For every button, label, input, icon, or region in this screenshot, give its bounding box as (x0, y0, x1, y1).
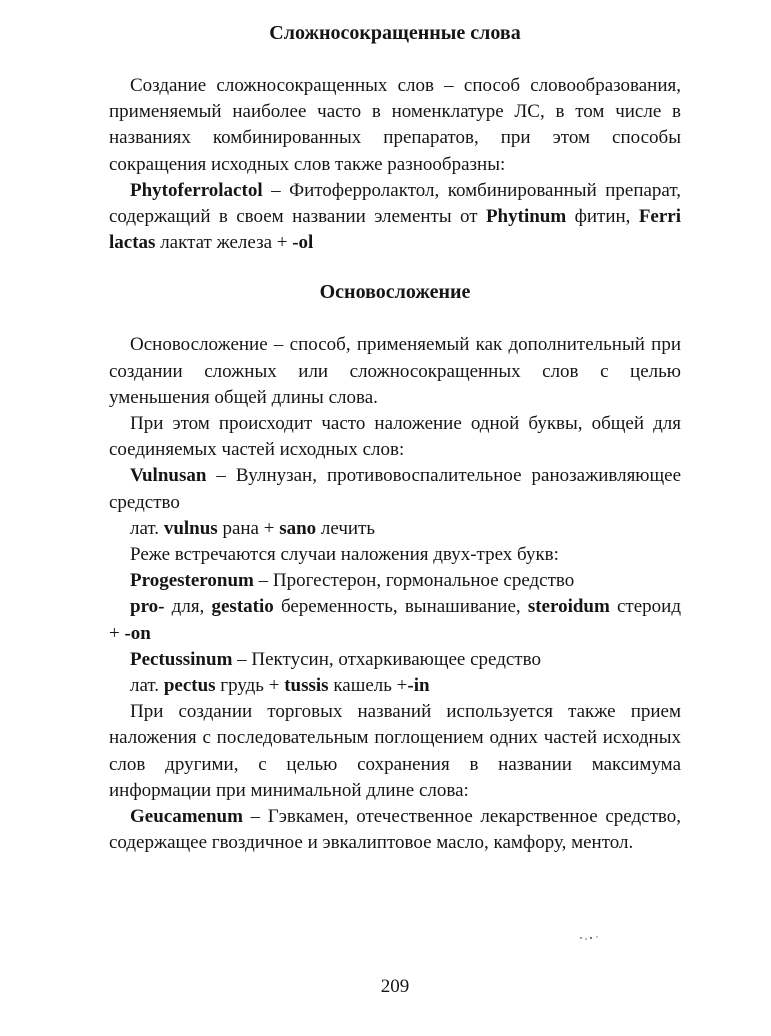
term-geucamenum: Geucamenum (130, 806, 243, 828)
text-span: кашель + (328, 675, 408, 697)
text-span: – Пектусин, отхаркивающее средство (232, 648, 541, 670)
paragraph-vulnusan-etymology (109, 516, 681, 542)
text-span: – Вулнузан, противовоспалительное ранозаживляющее средство (109, 465, 681, 513)
term-pro: pro- (130, 596, 165, 618)
text-span: лат. (130, 517, 164, 539)
paragraph-vulnusan-example (109, 463, 681, 515)
text-span: – Гэвкамен, отечественное лекарственное средство, содержащее гвоздичное и эвкалиптовое масло, камфору, ментол. (109, 806, 681, 854)
paragraph-letter-overlap: При этом происходит часто наложение одной буквы, общей для соединяемых частей исходных слов: (109, 413, 681, 461)
text-span: лактат железа + (155, 232, 293, 254)
paragraph-phytoferrolactol-example (109, 178, 681, 257)
section-heading-compound-abbreviations: Сложносокращенные слова (269, 22, 521, 44)
text-span: для, (164, 596, 212, 618)
term-vulnus: vulnus (163, 517, 218, 539)
text-span: лечить (316, 517, 376, 539)
page-number: 209 (380, 976, 410, 997)
suffix-on: -on (124, 622, 151, 644)
term-ferri-lactas: Ferri lactas (109, 206, 681, 254)
text-span: рана + (217, 517, 280, 539)
term-phytoferrolactol: Phytoferrolactol (130, 179, 263, 201)
term-phytinum: Phytinum (485, 206, 567, 228)
text-span: – Фитоферролактол, комбинированный препарат, содержащий в своем названии элементы от (109, 179, 681, 228)
term-pectussinum: Pectussinum (130, 648, 233, 670)
text-span: беременность, вынашивание, (273, 596, 528, 618)
text-span: – Прогестерон, гормональное средство (253, 570, 575, 592)
term-steroidum: steroidum (527, 596, 610, 618)
term-vulnusan: Vulnusan (130, 465, 207, 487)
paragraph-pectussinum-example (109, 647, 681, 673)
term-tussis: tussis (284, 675, 329, 697)
section-heading-stem-compounding: Основосложение (319, 281, 471, 304)
text-span: лат. (130, 675, 164, 697)
paragraph-progesteronum-example (109, 568, 681, 594)
scan-speck-mark (579, 935, 601, 941)
paragraph-stem-compounding-definition: Основосложение – способ, применяемый как дополнительный при создании сложных или сложносокращенных слов с целью уменьшения общей длины слова. (109, 334, 681, 408)
book-page (109, 20, 681, 1020)
paragraph-trade-name-overlap: При создании торговых названий используется также прием наложения с последовательным поглощением одних частей исходных слов другими, с целью сохранения в названии максимума информации при минимальной длине слова: (109, 701, 681, 801)
term-progesteronum: Progesteronum (130, 570, 254, 592)
text-span: фитин, (566, 206, 639, 228)
paragraph-compound-abbreviation-definition: Создание сложносокращенных слов – способ словообразования, применяемый наиболее часто в номенклатуре ЛС, в том числе в названиях комбинированных препаратов, при этом способы сокращения исходных слов также разнообразны: (109, 75, 681, 175)
suffix-in: -in (407, 675, 430, 697)
suffix-ol: -ol (292, 232, 314, 254)
text-span: стероид + (109, 596, 681, 644)
term-sano: sano (279, 517, 317, 539)
term-gestatio: gestatio (211, 596, 274, 618)
paragraph-progesteronum-etymology (109, 594, 681, 646)
paragraph-multi-letter-overlap: Реже встречаются случаи наложения двух-трех букв: (130, 544, 559, 566)
text-span: грудь + (215, 675, 285, 697)
term-pectus: pectus (163, 675, 216, 697)
paragraph-geucamenum-example (109, 804, 681, 856)
paragraph-pectussinum-etymology (109, 673, 681, 699)
